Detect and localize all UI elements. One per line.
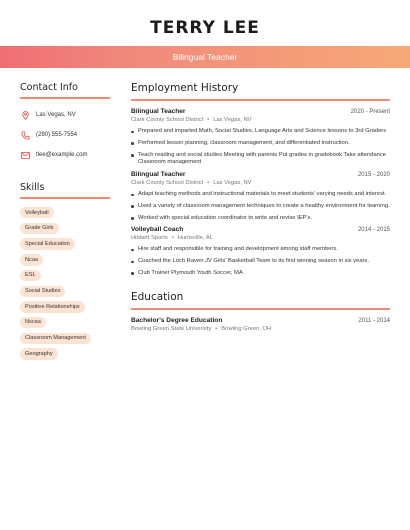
- contact-heading: Contact Info: [20, 82, 110, 99]
- phone-icon: [20, 130, 30, 140]
- education-heading: Education: [131, 291, 390, 310]
- contact-location: [20, 110, 110, 120]
- job-title: Bilingual Teacher: [131, 170, 186, 178]
- job-entry: [131, 226, 390, 277]
- skill-chip: Positive Relationships: [20, 301, 85, 312]
- skill-chip: Special Education: [20, 238, 75, 249]
- job-location: Huntsville, AL: [177, 235, 213, 242]
- right-column: [131, 82, 390, 333]
- job-location: Las Vegas, NV: [213, 179, 252, 186]
- skill-chip: Ncaa: [20, 254, 43, 265]
- employment-heading: Employment History: [131, 82, 390, 101]
- job-bullet: Club Trainer Plymouth Youth Soccer, MA: [131, 270, 390, 278]
- candidate-name: TERRY LEE: [150, 18, 260, 38]
- skill-chip: Geography: [20, 348, 58, 359]
- skills-list: [20, 207, 110, 360]
- contact-email: [20, 150, 110, 160]
- job-dates: 2014 - 2015: [357, 227, 390, 234]
- job-entry: [131, 108, 390, 167]
- job-bullet: Prepared and imparted Math, Social Studies, Language Arts and Science lessons to 3rd Graders: [131, 128, 390, 136]
- skill-chip: Classroom Management: [20, 333, 91, 344]
- contact-phone-text: (280) 555-7554: [36, 132, 78, 138]
- job-bullet: Teach reading and social studies Meeting with parents Put grades in gradebook Take attendance Classroom management: [131, 152, 390, 167]
- title-banner: [0, 46, 410, 68]
- envelope-icon: [20, 150, 30, 160]
- school-location: Bowling Green, OH: [221, 326, 272, 333]
- job-bullet: Worked with special education coordinator to write and revise IEP's.: [131, 215, 390, 223]
- job-bullet: Used a variety of classroom management techniques to create a healthy environment for learning.: [131, 203, 390, 211]
- job-title: Volleyball Coach: [131, 226, 184, 234]
- skill-chip: Social Studies: [20, 286, 65, 297]
- separator-dot: •: [171, 235, 174, 242]
- job-bullets: [131, 128, 390, 167]
- education-dates: 2011 - 2014: [358, 318, 390, 325]
- job-bullet: Coached the Loch Raven JV Girls' Basketball Team to its first winning season in six years.: [131, 258, 390, 266]
- job-title-banner-text: Bilingual Teacher: [172, 52, 238, 62]
- job-bullet: Performed lesson planning, classroom management, and differentiated instruction.: [131, 140, 390, 148]
- separator-dot: •: [207, 179, 210, 186]
- job-location: Las Vegas, NV: [213, 117, 252, 123]
- job-employer: Clark County School District: [131, 117, 204, 123]
- education-entry: [131, 317, 390, 333]
- degree-title: Bachelor's Degree Education: [131, 317, 223, 325]
- contact-phone: [20, 130, 110, 140]
- skill-chip: Volleyball: [20, 207, 54, 218]
- job-bullet: Adapt teaching methods and instructional materials to meet students' varying needs and interest.: [131, 191, 390, 199]
- left-column: [20, 82, 110, 364]
- job-bullets: [131, 191, 390, 222]
- job-employer: Clark County School District: [131, 179, 204, 186]
- skills-heading: Skills: [20, 182, 110, 199]
- contact-location-text: Las Vegas, NV: [36, 112, 76, 118]
- job-title: Bilingual Teacher: [131, 108, 186, 115]
- skill-chip: Nscaa: [20, 317, 46, 328]
- skill-chip: Grade Girls: [20, 223, 59, 234]
- separator-dot: •: [207, 117, 210, 123]
- job-employer: Hibbett Sports: [131, 235, 168, 242]
- contact-email-text: tlee@example.com: [36, 152, 88, 158]
- map-pin-icon: [20, 110, 30, 120]
- job-dates: 2015 - 2020: [357, 171, 390, 178]
- job-entry: [131, 171, 390, 222]
- job-dates: 2020 - Present: [350, 109, 390, 115]
- job-bullet: Hire staff and responsible for training and development among staff members.: [131, 246, 390, 254]
- school-name: Bowling Green State University: [131, 326, 212, 333]
- job-bullets: [131, 246, 390, 277]
- skill-chip: ESL: [20, 270, 41, 281]
- separator-dot: •: [215, 326, 218, 333]
